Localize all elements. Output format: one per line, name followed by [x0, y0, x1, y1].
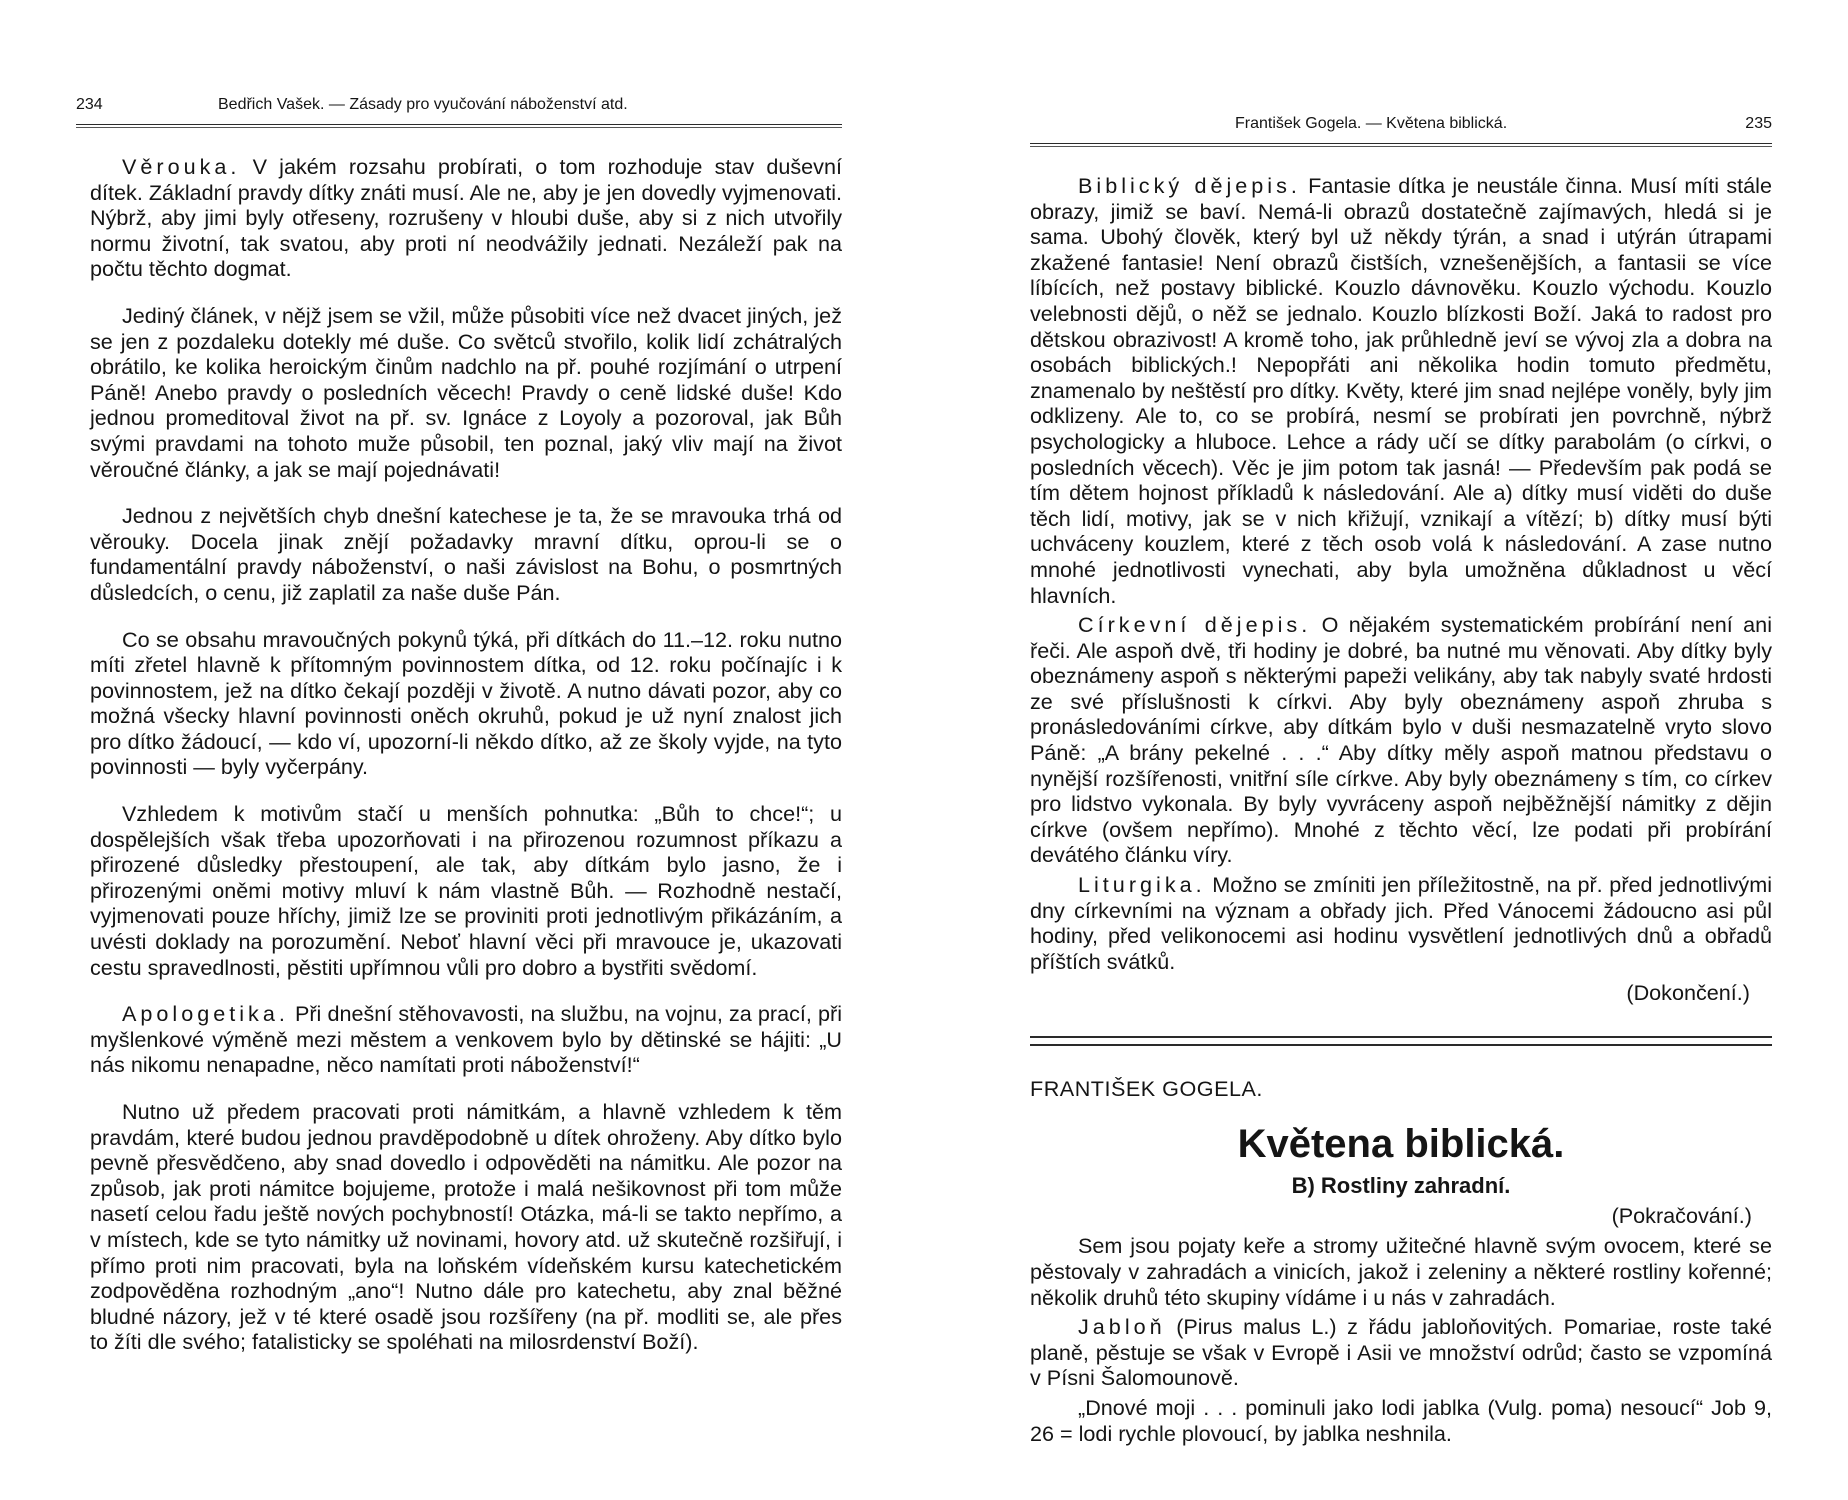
page-header — [76, 96, 842, 124]
left-page — [76, 96, 842, 1376]
paragraph: Co se obsahu mravoučných pokynů týká, při dítkách do 11.–12. roku nutno míti zřetel hlavně k přítomným povinnostem dítka, od 12. roku počínajíc i k povinnostem, jež na dítko čekají později v životě. A nutno dávati pozor, aby co možná všecky hlavní povinnosti oněch okruhů, pokud je už nyní znalost jich pro dítko žádoucí, — kdo ví, upozorní-li někdo dítko, až ze školy vyjde, na tyto povinnosti — byly vyčerpány. — [90, 626, 842, 780]
closing-note: (Dokončení.) — [1626, 980, 1750, 1006]
paragraph: Nutno už předem pracovati proti námitkám, a hlavně vzhledem k těm pravdám, které budou jednou pravděpodobně u dítek ohroženy. Aby dítko bylo pevně přesvědčeno, aby snad dovedlo i odpověděti na námitku. Ale pozor na způsob, jak proti námitce bojujeme, protože i malá nešikovnost při tom může nasetí celou řadu ještě nových pochybností! Otázka, má-li se takto nepřímo, a v místech, kde se tyto námitky už novinami, hovory atd. už skutečně rozšiřují, i přímo proti nim pracovati, byla na loňském vídeňském kursu katechetickém zodpověděna rozhodným „ano“! Nutno dále pro katechetu, aby znal běžné bludné názory, jež v té které osadě jsou rozšířeny (na př. modliti se, ale přes to žíti dle svého; fatalisticky se spoléhati na milosrdenství Boží). — [90, 1099, 842, 1355]
running-title: Bedřich Vašek. — Zásady pro vyučování náboženství atd. — [218, 96, 628, 113]
page-header — [1030, 115, 1772, 143]
paragraph: Jabloň (Pirus malus L.) z řádu jabloňovitých. Pomariae, roste také planě, pěstuje se však v Evropě i Asii ve množství odrůd; často se vzpomíná v Písni Šalomounově. — [1030, 1314, 1772, 1391]
article-title: Květena biblická. — [1237, 1122, 1565, 1167]
paragraph: Vzhledem k motivům stačí u menších pohnutka: „Bůh to chce!“; u dospělejších však třeba upozorňovati i na přirozenou rozumnost příkazu a přirozené důsledky přestoupení, ale tak, aby dítkám bylo jasno, že i přirozenými oněmi motivy mluví k nám vlastně Bůh. — Rozhodně nestačí, vyjmenovati pouze hříchy, jimiž lze se proviniti proti jednotlivým přikázáním, a uvésti doklady na porozumění. Neboť hlavní věci při mravouce je, ukazovati cestu spravedlnosti, pěstiti upřímnou vůli pro dobro a bystřiti svědomí. — [90, 801, 842, 980]
right-page — [1030, 115, 1772, 1450]
section-heading: B) Rostliny zahradní. — [1291, 1173, 1511, 1199]
page-number: 234 — [76, 96, 103, 113]
paragraph: Jediný článek, v nějž jsem se vžil, může působiti více než dvacet jiných, jež se jen z pozdaleku dotekly mé duše. Co světců stvořilo, kolik lidí zchátralých obrátilo, ke kolika heroickým činům nadchlo na př. pouhé rozjímání o utrpení Páně! Anebo pravdy o posledních věcech! Pravdy o ceně lidské duše! Kdo jednou promeditoval život na př. sv. Ignáce z Loyoly a pozoroval, jak Bůh svými pravdami na tohoto muže působil, ten poznal, jaký vliv mají na život věroučné články, a jak se mají pojednávati! — [90, 302, 842, 482]
continued-note: (Pokračování.) — [1611, 1203, 1752, 1229]
paragraph: Biblický dějepis. Fantasie dítka je neustále činna. Musí míti stále obrazy, jimiž se baví. Nemá-li obrazů dostatečně zajímavých, hledá si je sama. Ubohý člověk, který byl už někdy týrán, a snad i utýrán útrapami zkažené fantasie! Není obrazů čistších, vznešenějších, a fantasii se více líbících, než postavy biblické. Kouzlo dávnověku. Kouzlo východu. Kouzlo velebnosti dějů, o něž se jednalo. Kouzlo blízkosti Boží. Jaká to radost pro dětskou obrazivost! A kromě toho, jak průhledně jeví se vývoj zla a dobra na osobách biblických.! Nepopřáti ani několika hodin tomuto předmětu, znamenalo by neštěstí pro dítky. Květy, které jim snad nejlépe voněly, byly jim odklizeny. Ale to, co se probírá, nesmí se probírati jen povrchně, nýbrž psychologicky a hluboce. Lehce a rády učí se dítky parabolám (o církvi, o posledních věcech). Věc je jim potom tak jasná! — Především pak podá se tím dětem hojnost příkladů k následování. Ale a) dítky musí viděti do duše těch lidí, motivy, jak se v nich křižují, vznikají a vítězí; b) dítky musí býti uchváceny kouzlem, které z těch osob volá k následování. A zase nutno mnohé jednotlivosti vynechati, aby byla umožněna důkladnost u věcí hlavních. — [1030, 173, 1772, 608]
paragraph: Liturgika. Možno se zmíniti jen příležitostně, na př. před jednotlivými dny církevními na význam a obřady jich. Před Vánocemi žádoucno asi půl hodiny, před velikonocemi asi hodinu vysvětlení jednotlivých dnů a obřadů příštích svátků. — [1030, 872, 1772, 974]
header-rule — [1030, 143, 1772, 147]
paragraph: Jednou z největších chyb dnešní katechese je ta, že se mravouka trhá od věrouky. Docela jinak znějí požadavky mravní dítku, oprou-li se o fundamentální pravdy náboženství, o naši závislost na Bohu, o posmrtných důsledcích, o cenu, již zaplatil za naše duše Pán. — [90, 503, 842, 605]
paragraph: „Dnové moji . . . pominuli jako lodi jablka (Vulg. poma) nesoucí“ Job 9, 26 = lodi rychle plovoucí, by jablka neshnila. — [1030, 1394, 1772, 1446]
paragraph: Sem jsou pojaty keře a stromy užitečné hlavně svým ovocem, které se pěstovaly v zahradách a vinicích, jakož i zeleniny a některé rostliny kořenné; několik druhů této skupiny vídáme i u nás v zahradách. — [1030, 1233, 1772, 1310]
paragraph: Věrouka. V jakém rozsahu probírati, o tom rozhoduje stav duševní dítek. Základní pravdy dítky znáti musí. Ale ne, aby je jen dovedly vyjmenovati. Nýbrž, aby jimi byly otřeseny, rozrušeny v hloubi duše, aby si z nich utvořily normu životní, tak svatou, aby proti ní neodvážily jednati. Nezáleží pak na počtu těchto dogmat. — [90, 154, 842, 282]
page-number: 235 — [1745, 115, 1772, 132]
article-author: FRANTIŠEK GOGELA. — [1030, 1076, 1263, 1102]
section-divider — [1030, 1036, 1772, 1046]
paragraph: Církevní dějepis. O nějakém systematickém probírání není ani řeči. Ale aspoň dvě, tři hodiny je dobré, ba nutné mu věnovati. Aby dítky byly obeznámeny aspoň s některými papeži velikány, aby tak nabyly svaté hrdosti ze své příslušnosti k církvi. Aby byly obeznámeny aspoň zhruba s pronásledováními církve, aby dítkám bylo v duši nesmazatelně vryto slovo Páně: „A brány pekelné . . .“ Aby dítky měly aspoň matnou představu o nynější rozšířenosti, vnitřní síle církve. Aby byly obeznámeny s tím, co církev pro lidstvo vykonala. By byly vyvráceny aspoň nejběžnější námitky z dějin církve (ovšem nepřímo). Mnohé z těchto věcí, lze podati při probírání devátého článku víry. — [1030, 612, 1772, 868]
paragraph: Apologetika. Při dnešní stěhovavosti, na službu, na vojnu, za prací, při myšlenkové výměně mezi městem a venkovem bylo by dětinské se hájiti: „U nás nikomu nenapadne, něco namítati proti náboženství!“ — [90, 1001, 842, 1078]
header-rule — [76, 124, 842, 128]
running-title: František Gogela. — Květena biblická. — [1235, 115, 1508, 132]
